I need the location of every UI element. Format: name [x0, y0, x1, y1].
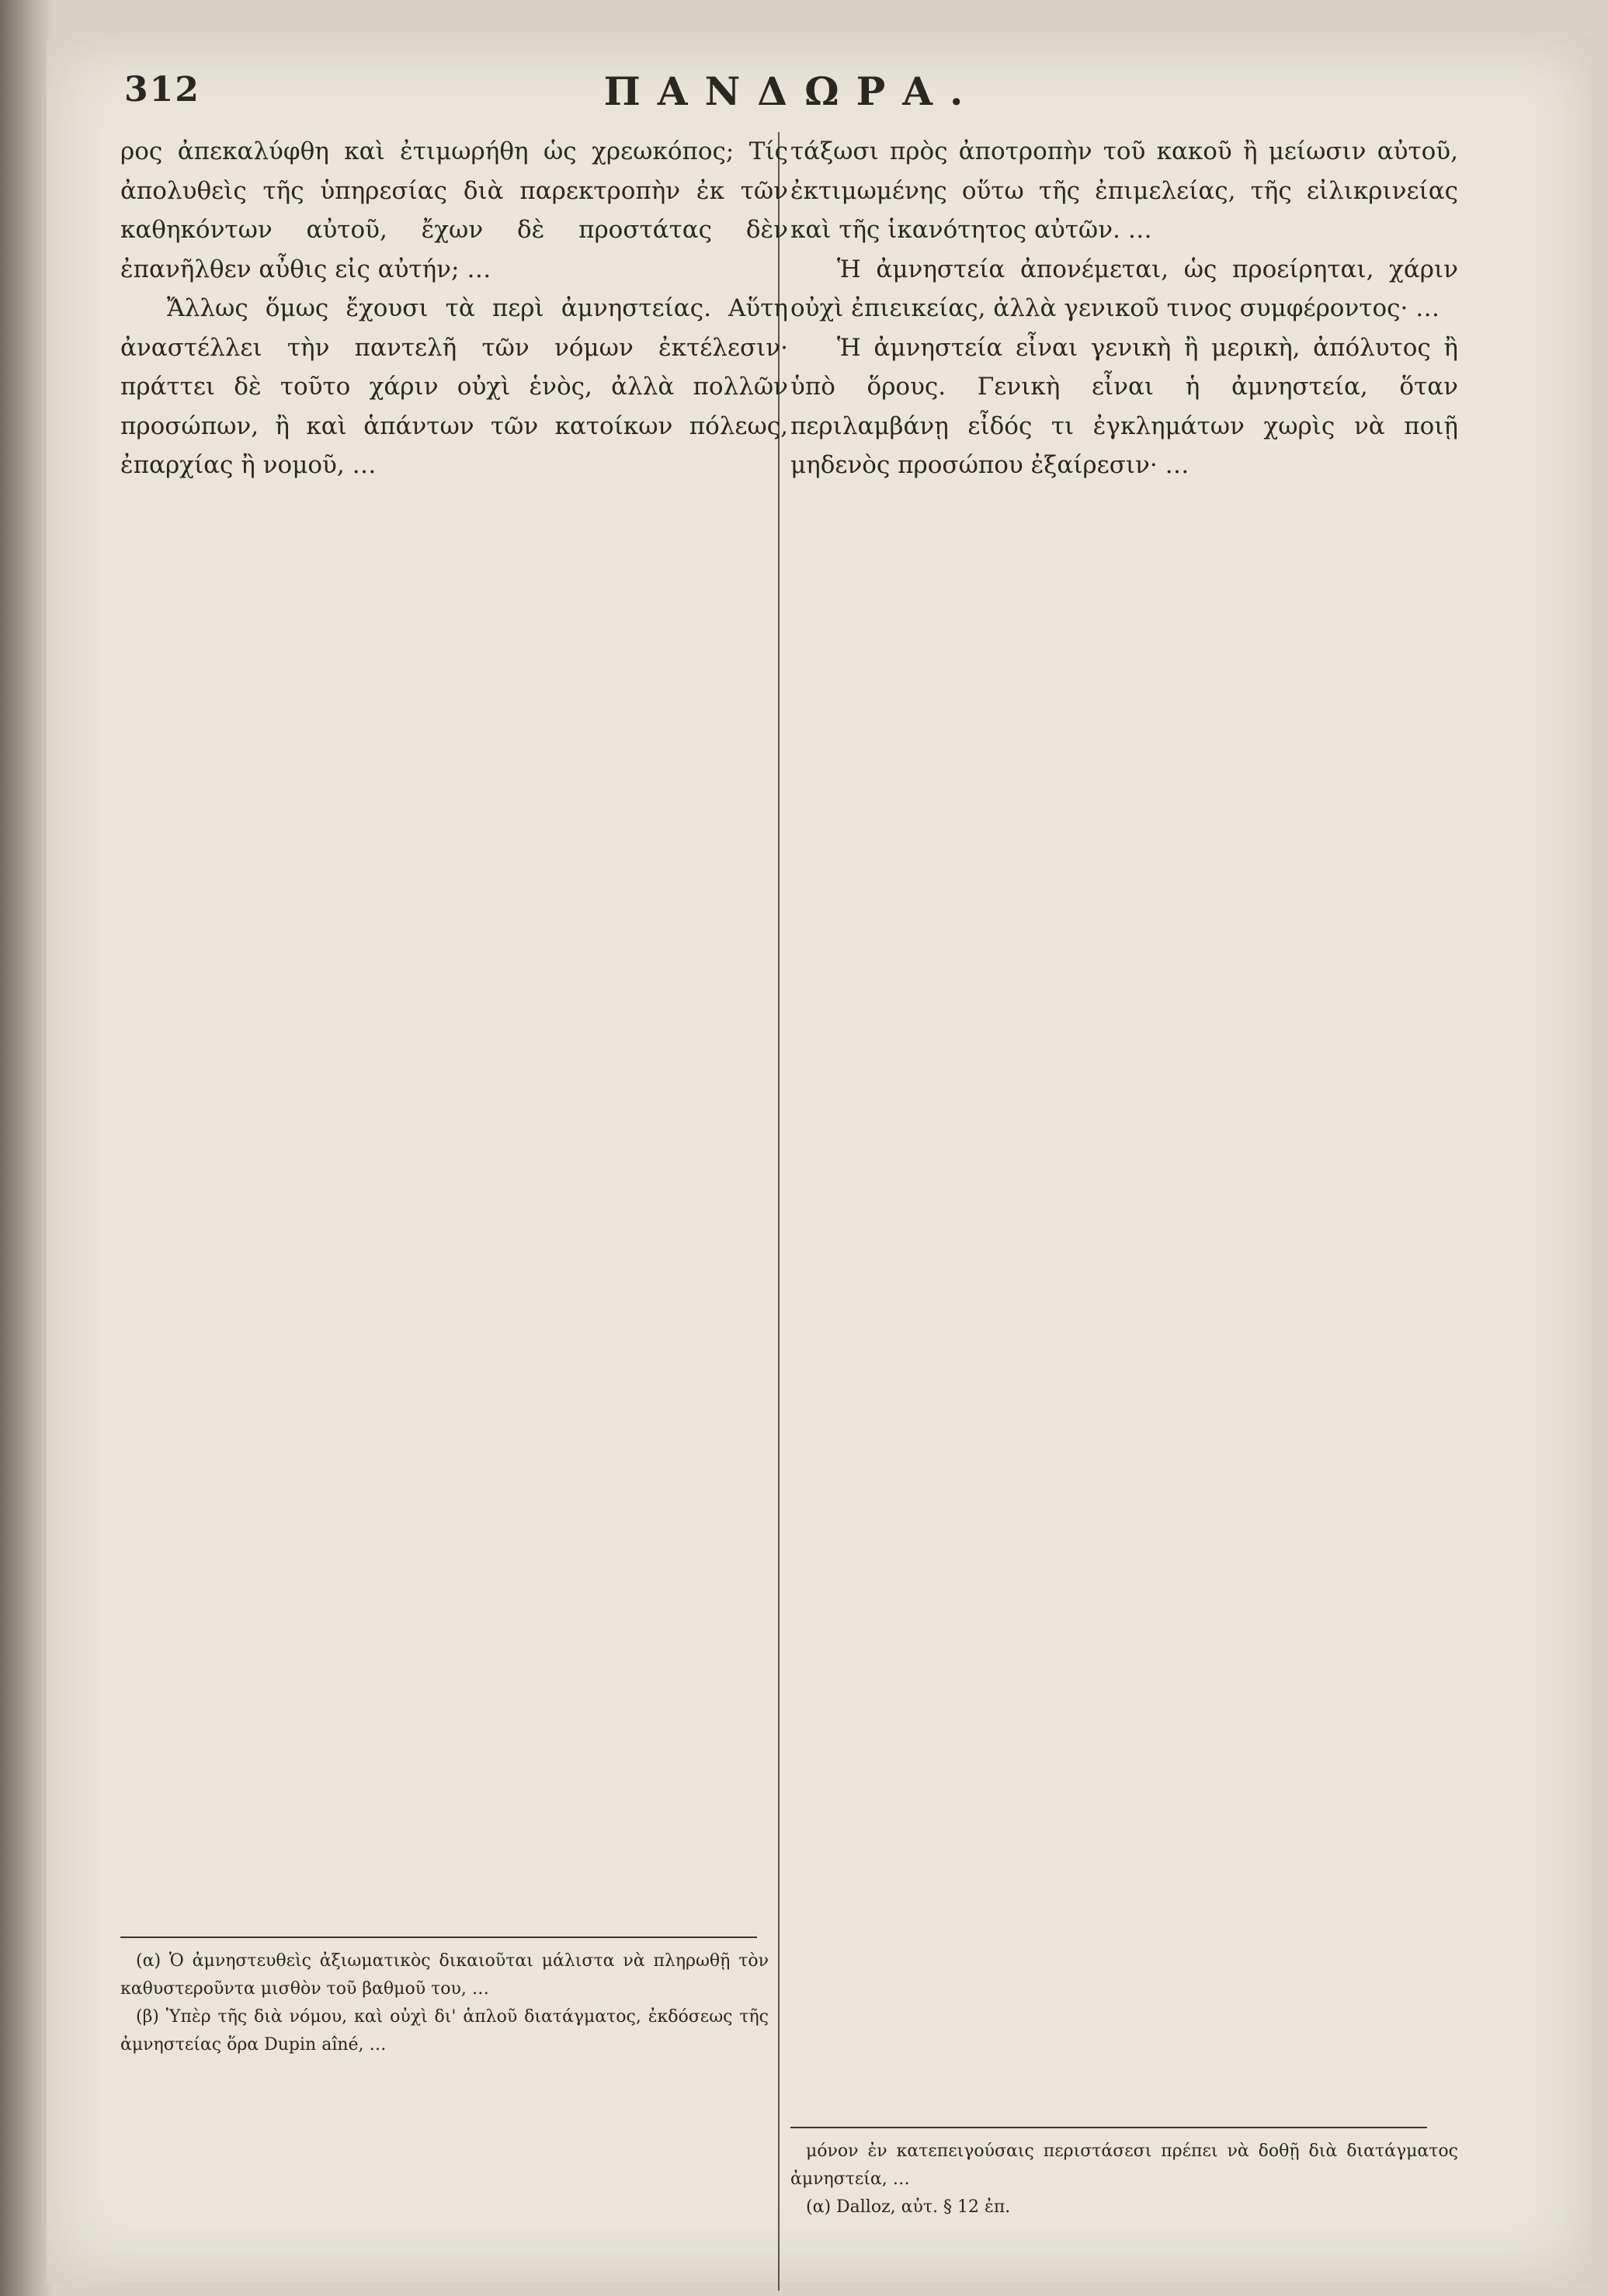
- page-number: 312: [124, 70, 200, 109]
- left-column: [120, 132, 788, 485]
- page-header: [85, 62, 1499, 124]
- footnote-rule: [120, 1936, 757, 1938]
- footnote-beta-left: (β) Ὑπὲρ τῆς διὰ νόμου, καὶ οὐχὶ δι' ἁπλοῦ διατάγματος, ἐκδόσεως τῆς ἀμνηστείας ὅρα Dupin aîné, …: [120, 2007, 769, 2055]
- right-column: [790, 132, 1458, 485]
- footnote-alpha-left: (α) Ὁ ἀμνηστευθεὶς ἀξιωματικὸς δικαιοῦται μάλιστα νὰ πληρωθῇ τὸν καθυστεροῦντα μισθὸν τοῦ βαθμοῦ του, …: [120, 1951, 769, 1999]
- right-footnotes: [790, 2116, 1458, 2221]
- running-head: ΠΑΝΔΩΡΑ.: [603, 68, 981, 114]
- left-footnotes: [120, 1926, 769, 2059]
- left-paragraph-1: ρος ἀπεκαλύφθη καὶ ἐτιμωρήθη ὡς χρεωκόπος; Τίς ἀπολυθεὶς τῆς ὑπηρεσίας διὰ παρεκτροπὴν ἐκ τῶν καθηκόντων αὐτοῦ, ἔχων δὲ προστάτας δὲν ἐπανῆλθεν αὖθις εἰς αὐτήν; …: [120, 137, 788, 283]
- footnote-alpha-right: (α) Dalloz, αὐτ. § 12 ἐπ.: [806, 2197, 1011, 2217]
- right-paragraph-1: τάξωσι πρὸς ἀποτροπὴν τοῦ κακοῦ ἢ μείωσιν αὐτοῦ, ἐκτιμωμένης οὕτω τῆς ἐπιμελείας, τῆς εἰλικρινείας καὶ τῆς ἱκανότητος αὐτῶν. …: [790, 137, 1458, 244]
- footnote-rule-right: [790, 2127, 1427, 2128]
- right-paragraph-2: Ἡ ἀμνηστεία ἀπονέμεται, ὡς προείρηται, χάριν οὐχὶ ἐπιεικείας, ἀλλὰ γενικοῦ τινος συμφέροντος· …: [790, 255, 1458, 322]
- left-paragraph-2: Ἄλλως ὅμως ἔχουσι τὰ περὶ ἀμνηστείας. Αὕτη ἀναστέλλει τὴν παντελῆ τῶν νόμων ἐκτέλεσιν· πράττει δὲ τοῦτο χάριν οὐχὶ ἑνὸς, ἀλλὰ πολλῶν προσώπων, ἢ καὶ ἁπάντων τῶν κατοίκων πόλεως, ἐπαρχίας ἢ νομοῦ, …: [120, 294, 788, 479]
- footnote-continuation-right: μόνον ἐν κατεπειγούσαις περιστάσεσι πρέπει νὰ δοθῇ διὰ διατάγματος ἀμνηστεία, …: [790, 2141, 1458, 2189]
- right-paragraph-3: Ἡ ἀμνηστεία εἶναι γενικὴ ἢ μερικὴ, ἀπόλυτος ἢ ὑπὸ ὅρους. Γενικὴ εἶναι ἡ ἀμνηστεία, ὅταν περιλαμβάνῃ εἶδός τι ἐγκλημάτων χωρὶς νὰ ποιῇ μηδενὸς προσώπου ἐξαίρεσιν· …: [790, 333, 1458, 479]
